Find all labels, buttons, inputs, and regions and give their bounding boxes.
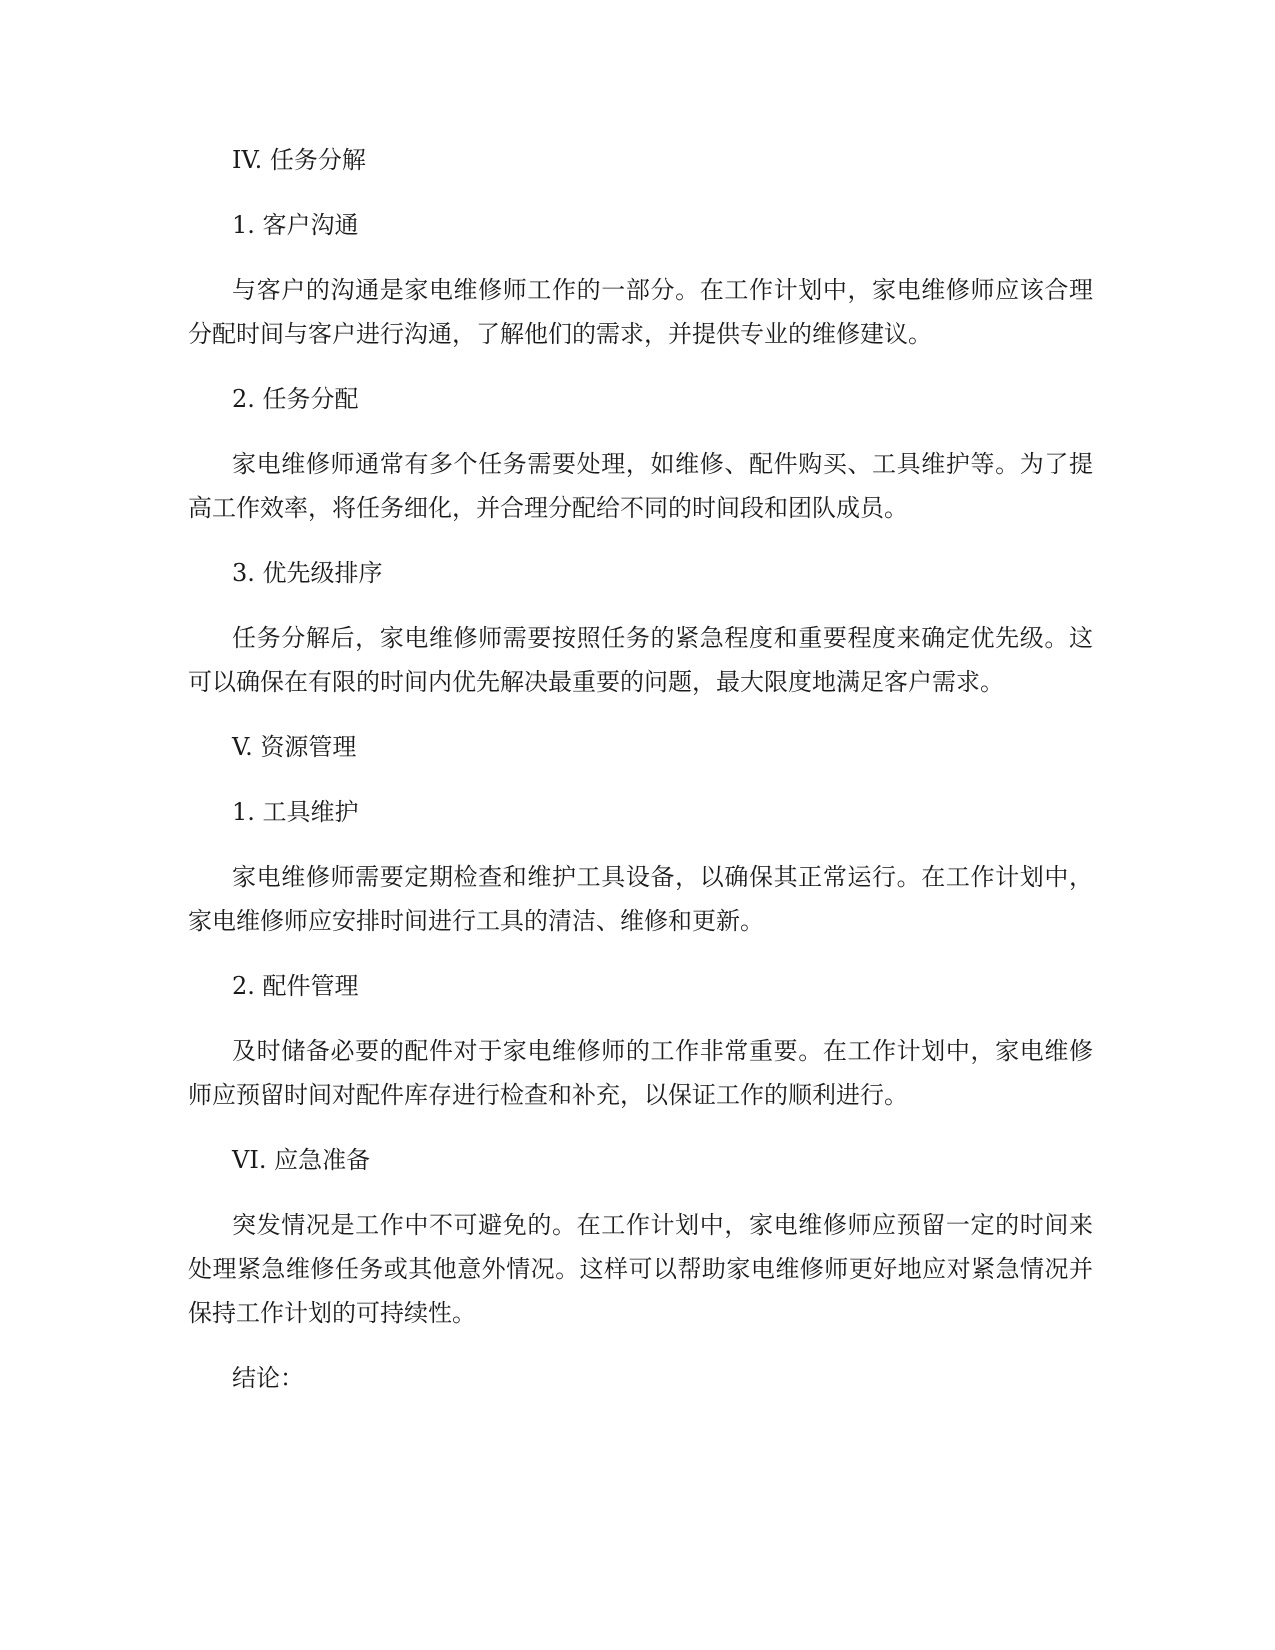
document-body [188,138,1093,1421]
emergency-paragraph: 突发情况是工作中不可避免的。在工作计划中，家电维修师应预留一定的时间来处理紧急维修任务或其他意外情况。这样可以帮助家电维修师更好地应对紧急情况并保持工作计划的可持续性。 [188,1211,1093,1327]
item-task-allocation-heading: 2. 任务分配 [232,385,359,413]
item-tool-maintenance-heading: 1. 工具维护 [232,798,359,826]
task-allocation-paragraph: 家电维修师通常有多个任务需要处理，如维修、配件购买、工具维护等。为了提高工作效率，将任务细化，并合理分配给不同的时间段和团队成员。 [188,450,1093,522]
section-iv-heading: IV. 任务分解 [232,146,366,174]
section-v-heading: V. 资源管理 [232,733,357,761]
section-vi-heading: VI. 应急准备 [232,1146,371,1174]
tool-maintenance-paragraph: 家电维修师需要定期检查和维护工具设备，以确保其正常运行。在工作计划中，家电维修师应安排时间进行工具的清洁、维修和更新。 [188,863,1093,935]
item-customer-communication-heading: 1. 客户沟通 [232,211,359,239]
customer-communication-paragraph: 与客户的沟通是家电维修师工作的一部分。在工作计划中，家电维修师应该合理分配时间与客户进行沟通，了解他们的需求，并提供专业的维修建议。 [188,276,1093,348]
conclusion-heading: 结论： [232,1364,304,1392]
item-priority-heading: 3. 优先级排序 [232,559,383,587]
item-parts-management-heading: 2. 配件管理 [232,972,359,1000]
parts-management-paragraph: 及时储备必要的配件对于家电维修师的工作非常重要。在工作计划中，家电维修师应预留时间对配件库存进行检查和补充，以保证工作的顺利进行。 [188,1037,1093,1109]
priority-paragraph: 任务分解后，家电维修师需要按照任务的紧急程度和重要程度来确定优先级。这可以确保在有限的时间内优先解决最重要的问题，最大限度地满足客户需求。 [188,624,1093,696]
